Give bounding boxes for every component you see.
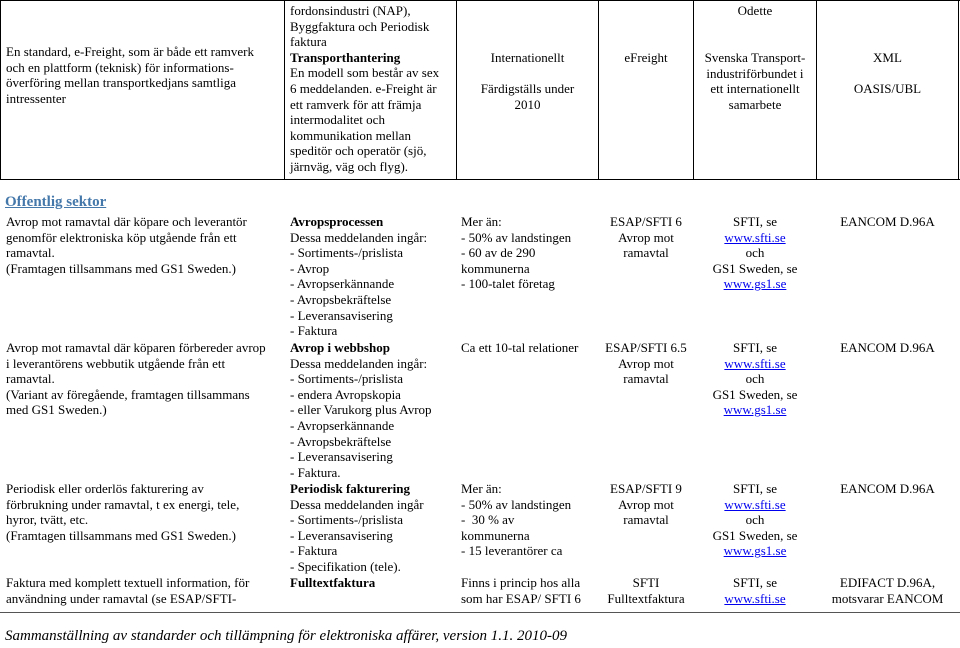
top-format: [817, 50, 958, 97]
format-line: [817, 66, 958, 82]
usage-line: - 100-talet företag: [461, 276, 555, 292]
gs1-link[interactable]: www.gs1.se: [723, 276, 787, 292]
status-line: 2010: [514, 96, 541, 112]
row-1-description: [6, 214, 247, 276]
process-line: - Sortiments-/prislista: [290, 245, 404, 261]
row-4-org: [694, 575, 816, 606]
format-line: EANCOM D.96A: [840, 214, 935, 229]
row-1-process: [290, 214, 427, 339]
row-2-description: [6, 340, 266, 418]
description-line: Faktura med komplett textuell information, för: [6, 575, 250, 590]
standard-line: Avrop mot: [618, 229, 674, 245]
process-line: - Sortiments-/prislista: [290, 512, 404, 528]
process-line: - Leveransavisering: [290, 307, 393, 323]
description-line: genomför elektroniska köp utgående från ett: [6, 229, 237, 245]
transport-line: speditör och operatör (sjö,: [290, 143, 427, 159]
efreight-label: eFreight: [624, 50, 668, 65]
standard-line: ramavtal: [623, 371, 669, 387]
description-line: Periodisk eller orderlös fakturering av: [6, 481, 204, 496]
row-4-process: [290, 575, 375, 591]
row-4-format: [817, 575, 958, 606]
description-line: Avrop mot ramavtal där köparen förbereder avrop: [6, 340, 266, 355]
status-line: [457, 66, 598, 82]
usage-line: kommunerna: [461, 260, 530, 276]
row-2-standard: [599, 340, 693, 387]
org-line: och: [745, 371, 765, 387]
row-2-process: [290, 340, 432, 480]
process-line: - Leveransavisering: [290, 449, 393, 465]
org-line: SFTI, se: [732, 575, 778, 590]
top-description-line: överföring mellan transportkedjans samtliga: [6, 75, 236, 91]
transport-line: kommunikation mellan: [290, 127, 411, 143]
standard-line: Avrop mot: [618, 355, 674, 371]
description-line: (Variant av föregående, framtagen tillsammans: [6, 386, 250, 402]
column-divider: [598, 0, 599, 180]
process-line: - eller Varukorg plus Avrop: [290, 402, 432, 418]
top-description-line: och en plattform (teknisk) för informations-: [6, 59, 234, 75]
column-divider: [284, 0, 285, 180]
process-line: Dessa meddelanden ingår:: [290, 229, 428, 245]
format-line: EANCOM D.96A: [840, 340, 935, 355]
transport-line: intermodalitet och: [290, 112, 385, 128]
sfti-link[interactable]: www.sfti.se: [724, 229, 786, 245]
row-1-standard: [599, 214, 693, 261]
usage-line: Ca ett 10-tal relationer: [461, 340, 579, 355]
process-line: - Avropsbekräftelse: [290, 291, 392, 307]
row-1-format: [817, 214, 958, 230]
row-2-usage: [461, 340, 578, 356]
process-line: - Specifikation (tele).: [290, 558, 401, 574]
page-footer: Sammanställning av standarder och tillämpning för elektroniska affärer, version 1.1. 2010-09: [5, 628, 568, 644]
top-description-line: En standard, e-Freight, som är både ett ramverk: [6, 44, 254, 59]
odette-label: Odette: [737, 3, 773, 18]
usage-line: kommunerna: [461, 527, 530, 543]
row-4-usage: [461, 575, 581, 606]
column-divider: [958, 0, 959, 180]
standard-line: SFTI: [632, 575, 660, 590]
row-3-org: [694, 481, 816, 559]
sfti-link[interactable]: www.sfti.se: [724, 590, 786, 606]
usage-line: Finns i princip hos alla: [461, 575, 581, 590]
row-3-process: [290, 481, 424, 575]
usage-line: Mer än:: [461, 481, 502, 496]
gs1-link[interactable]: www.gs1.se: [723, 543, 787, 559]
process-line: - Faktura.: [290, 464, 341, 480]
org-line: och: [745, 512, 765, 528]
gs1-link[interactable]: www.gs1.se: [723, 402, 787, 418]
format-line: XML: [873, 50, 902, 65]
process-title: Avropsprocessen: [290, 214, 384, 229]
org-line: samarbete: [728, 96, 782, 112]
process-line: - Faktura: [290, 543, 338, 559]
column-divider: [0, 0, 1, 180]
top-process: [290, 3, 439, 175]
description-line: förbrukning under ramavtal, t ex energi, tele,: [6, 496, 240, 512]
row-4-description: [6, 575, 249, 606]
row-2-format: [817, 340, 958, 356]
org-line: ett internationellt: [710, 81, 800, 97]
org-line: GS1 Sweden, se: [712, 386, 798, 402]
transport-line: ett ramverk för att främja: [290, 96, 422, 112]
org-line: och: [745, 245, 765, 261]
process-title: Avrop i webbshop: [290, 340, 390, 355]
nap-line: faktura: [290, 34, 327, 50]
top-status: [457, 50, 598, 112]
format-line: EDIFACT D.96A,: [839, 575, 936, 590]
process-line: Dessa meddelanden ingår:: [290, 355, 428, 371]
usage-line: Mer än:: [461, 214, 502, 229]
row-4-standard: [599, 575, 693, 606]
row-3-description: [6, 481, 239, 543]
usage-line: - 60 av de 290: [461, 245, 536, 261]
description-line: ramavtal.: [6, 245, 55, 261]
org-line: SFTI, se: [732, 214, 778, 229]
process-line: Dessa meddelanden ingår: [290, 496, 424, 512]
top-org: [694, 50, 816, 112]
top-description: [6, 44, 254, 106]
usage-line: som har ESAP/ SFTI 6: [461, 590, 581, 606]
description-line: hyror, tvätt, etc.: [6, 512, 89, 528]
description-line: (Framtagen tillsammans med GS1 Sweden.): [6, 260, 236, 276]
transport-title: Transporthantering: [290, 49, 401, 65]
description-line: i leverantörens webbutik utgående från ett: [6, 355, 226, 371]
top-description-line: intressenter: [6, 90, 66, 106]
standard-line: Avrop mot: [618, 496, 674, 512]
org-line: GS1 Sweden, se: [712, 260, 798, 276]
org-line: GS1 Sweden, se: [712, 527, 798, 543]
transport-line: 6 meddelanden. e-Freight är: [290, 80, 437, 96]
process-line: - Faktura: [290, 323, 338, 339]
process-line: - Avropserkännande: [290, 417, 395, 433]
process-line: - Avrop: [290, 260, 330, 276]
process-title: Periodisk fakturering: [290, 481, 411, 496]
process-line: - Sortiments-/prislista: [290, 371, 404, 387]
row-3-standard: [599, 481, 693, 528]
nap-line: fordonsindustri (NAP),: [290, 3, 411, 18]
description-line: användning under ramavtal (se ESAP/SFTI-: [6, 590, 237, 606]
sfti-link[interactable]: www.sfti.se: [724, 355, 786, 371]
standard-line: ESAP/SFTI 6: [610, 214, 682, 229]
sfti-link[interactable]: www.sfti.se: [724, 496, 786, 512]
standard-line: ramavtal: [623, 245, 669, 261]
usage-line: - 30 % av: [461, 512, 515, 528]
row-1-usage: [461, 214, 571, 292]
transport-line: En modell som består av sex: [290, 65, 440, 81]
standard-line: Fulltextfaktura: [607, 590, 685, 606]
description-line: med GS1 Sweden.): [6, 402, 107, 418]
description-line: Avrop mot ramavtal där köpare och leverantör: [6, 214, 247, 229]
org-line: SFTI, se: [732, 481, 778, 496]
format-line: EANCOM D.96A: [840, 481, 935, 496]
row-2-org: [694, 340, 816, 418]
status-line: Färdigställs under: [480, 81, 575, 97]
process-line: - Avropsbekräftelse: [290, 433, 392, 449]
description-line: (Framtagen tillsammans med GS1 Sweden.): [6, 527, 236, 543]
nap-line: Byggfaktura och Periodisk: [290, 18, 430, 34]
standard-line: ESAP/SFTI 9: [610, 481, 682, 496]
row-3-format: [817, 481, 958, 497]
org-line: industriförbundet i: [706, 65, 804, 81]
process-line: - endera Avropskopia: [290, 386, 401, 402]
usage-line: - 50% av landstingen: [461, 229, 572, 245]
footer-separator: [0, 612, 960, 613]
section-title: Offentlig sektor: [5, 194, 107, 210]
process-line: - Leveransavisering: [290, 527, 393, 543]
process-line: - Avropserkännande: [290, 276, 395, 292]
usage-line: - 15 leverantörer ca: [461, 543, 563, 559]
format-line: OASIS/UBL: [853, 81, 922, 97]
org-line: Svenska Transport-: [704, 50, 806, 65]
process-title: Fulltextfaktura: [290, 575, 376, 590]
row-1-org: [694, 214, 816, 292]
usage-line: - 50% av landstingen: [461, 496, 572, 512]
standard-line: ramavtal: [623, 512, 669, 528]
transport-line: järnväg, väg och flyg).: [290, 158, 409, 174]
description-line: ramavtal.: [6, 371, 55, 387]
top-standard: [599, 50, 693, 66]
org-line: SFTI, se: [732, 340, 778, 355]
row-3-usage: [461, 481, 571, 559]
format-line: motsvarar EANCOM: [831, 590, 944, 606]
status-line: Internationellt: [490, 50, 565, 65]
standard-line: ESAP/SFTI 6.5: [605, 340, 687, 355]
